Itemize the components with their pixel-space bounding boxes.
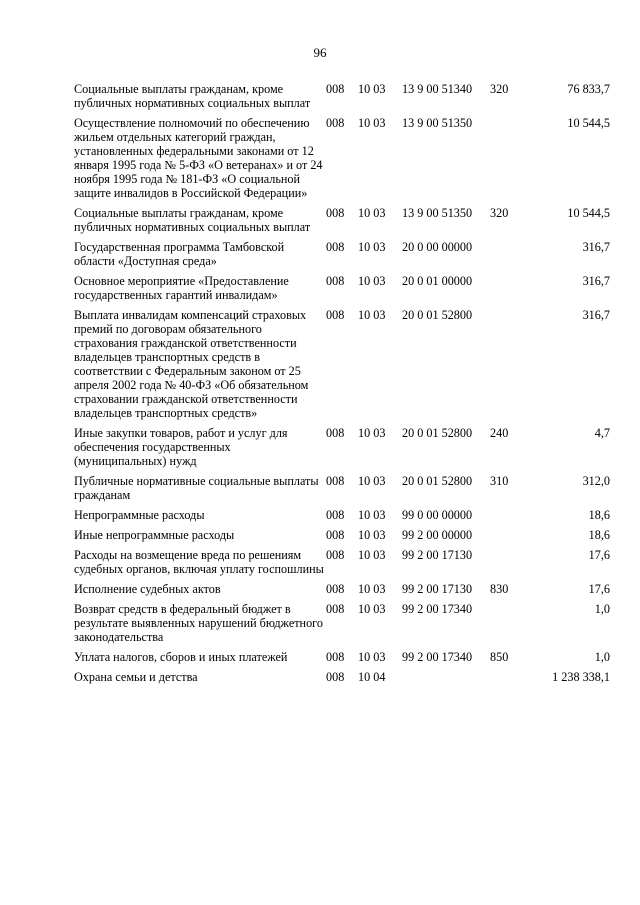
expense-type-code: 320 xyxy=(490,82,509,96)
expense-type-code xyxy=(490,602,528,650)
table-row xyxy=(74,308,610,426)
expense-name: Иные непрограммные расходы xyxy=(74,528,235,542)
amount: 1,0 xyxy=(594,602,610,616)
section-code: 10 03 xyxy=(358,548,386,562)
expense-type-code xyxy=(490,308,528,426)
amount: 18,6 xyxy=(588,528,610,542)
expense-name: Расходы на возмещение вреда по решениям судебных органов, включая уплату госпошлины xyxy=(74,548,324,576)
expense-type-code: 850 xyxy=(490,650,509,664)
expense-name: Выплата инвалидам компенсаций страховых премий по договорам обязательного страхования гражданской ответственности владельцев транспортных средств в соответствии с Федеральным законом от 25 апреля 2002 года № 40-ФЗ «Об обязательном страховании гражданской ответственности владельцев транспортных средств» xyxy=(74,308,309,420)
section-code: 10 03 xyxy=(358,650,386,664)
amount: 10 544,5 xyxy=(567,206,610,220)
department-code: 008 xyxy=(326,308,345,322)
amount: 312,0 xyxy=(582,474,610,488)
section-code: 10 03 xyxy=(358,474,386,488)
expense-name: Публичные нормативные социальные выплаты гражданам xyxy=(74,474,319,502)
amount: 316,7 xyxy=(582,240,610,254)
expense-type-code xyxy=(490,508,528,528)
department-code: 008 xyxy=(326,240,345,254)
section-code: 10 03 xyxy=(358,602,386,616)
expense-type-code xyxy=(490,240,528,274)
section-code: 10 03 xyxy=(358,426,386,440)
target-article-code: 13 9 00 51340 xyxy=(402,82,473,96)
amount: 316,7 xyxy=(582,274,610,288)
target-article-code: 99 2 00 17130 xyxy=(402,582,473,596)
expense-type-code xyxy=(490,670,528,690)
section-code: 10 03 xyxy=(358,528,386,542)
department-code: 008 xyxy=(326,82,345,96)
table-row xyxy=(74,116,610,206)
department-code: 008 xyxy=(326,508,345,522)
target-article-code: 13 9 00 51350 xyxy=(402,116,473,130)
target-article-code: 99 2 00 17130 xyxy=(402,548,473,562)
expense-name: Иные закупки товаров, работ и услуг для обеспечения государственных (муниципальных) нужд xyxy=(74,426,288,468)
expense-name: Социальные выплаты гражданам, кроме публичных нормативных социальных выплат xyxy=(74,206,311,234)
target-article-code: 20 0 01 00000 xyxy=(402,274,473,288)
expense-name: Основное мероприятие «Предоставление государственных гарантий инвалидам» xyxy=(74,274,289,302)
department-code: 008 xyxy=(326,116,345,130)
amount: 76 833,7 xyxy=(567,82,610,96)
amount: 1 238 338,1 xyxy=(552,670,610,684)
department-code: 008 xyxy=(326,548,345,562)
expense-type-code: 320 xyxy=(490,206,509,220)
table-row xyxy=(74,426,610,474)
expense-name: Возврат средств в федеральный бюджет в результате выявленных нарушений бюджетного законодательства xyxy=(74,602,323,644)
section-code: 10 03 xyxy=(358,508,386,522)
expense-type-code: 240 xyxy=(490,426,509,440)
expense-type-code: 310 xyxy=(490,474,509,488)
section-code: 10 03 xyxy=(358,582,386,596)
expense-type-code xyxy=(490,274,528,308)
table-row xyxy=(74,650,610,670)
table-row xyxy=(74,548,610,582)
department-code: 008 xyxy=(326,602,345,616)
department-code: 008 xyxy=(326,206,345,220)
expense-name: Осуществление полномочий по обеспечению жильем отдельных категорий граждан, установленных федеральными законами от 12 января 1995 года № 5-ФЗ «О ветеранах» и от 24 ноября 1995 года № 181-ФЗ «О социальной защите инвалидов в Российской Федерации» xyxy=(74,116,323,200)
table-row xyxy=(74,206,610,240)
section-code: 10 03 xyxy=(358,206,386,220)
section-code: 10 04 xyxy=(358,670,386,684)
section-code: 10 03 xyxy=(358,82,386,96)
expense-name: Уплата налогов, сборов и иных платежей xyxy=(74,650,288,664)
target-article-code: 13 9 00 51350 xyxy=(402,206,473,220)
department-code: 008 xyxy=(326,528,345,542)
budget-table-body xyxy=(74,82,610,690)
target-article-code xyxy=(402,670,490,690)
target-article-code: 99 0 00 00000 xyxy=(402,508,473,522)
section-code: 10 03 xyxy=(358,274,386,288)
page-number: 96 xyxy=(313,45,327,60)
target-article-code: 99 2 00 17340 xyxy=(402,650,473,664)
table-row xyxy=(74,508,610,528)
table-row xyxy=(74,274,610,308)
section-code: 10 03 xyxy=(358,240,386,254)
amount: 1,0 xyxy=(594,650,610,664)
department-code: 008 xyxy=(326,474,345,488)
expense-name: Охрана семьи и детства xyxy=(74,670,198,684)
table-row xyxy=(74,582,610,602)
expense-type-code: 830 xyxy=(490,582,509,596)
amount: 316,7 xyxy=(582,308,610,322)
expense-name: Непрограммные расходы xyxy=(74,508,205,522)
amount: 17,6 xyxy=(588,548,610,562)
department-code: 008 xyxy=(326,650,345,664)
target-article-code: 20 0 01 52800 xyxy=(402,308,473,322)
expense-type-code xyxy=(490,116,528,206)
section-code: 10 03 xyxy=(358,116,386,130)
table-row xyxy=(74,670,610,690)
expense-name: Государственная программа Тамбовской области «Доступная среда» xyxy=(74,240,285,268)
table-row xyxy=(74,474,610,508)
department-code: 008 xyxy=(326,670,345,684)
target-article-code: 20 0 01 52800 xyxy=(402,426,473,440)
expense-name: Исполнение судебных актов xyxy=(74,582,221,596)
target-article-code: 99 2 00 00000 xyxy=(402,528,473,542)
expense-name: Социальные выплаты гражданам, кроме публичных нормативных социальных выплат xyxy=(74,82,311,110)
expense-type-code xyxy=(490,548,528,582)
amount: 17,6 xyxy=(588,582,610,596)
table-row xyxy=(74,602,610,650)
table-row xyxy=(74,240,610,274)
target-article-code: 20 0 00 00000 xyxy=(402,240,473,254)
department-code: 008 xyxy=(326,274,345,288)
target-article-code: 20 0 01 52800 xyxy=(402,474,473,488)
department-code: 008 xyxy=(326,582,345,596)
section-code: 10 03 xyxy=(358,308,386,322)
table-row xyxy=(74,528,610,548)
amount: 10 544,5 xyxy=(567,116,610,130)
amount: 4,7 xyxy=(594,426,610,440)
table-row xyxy=(74,82,610,116)
expense-type-code xyxy=(490,528,528,548)
budget-table xyxy=(74,82,610,690)
target-article-code: 99 2 00 17340 xyxy=(402,602,473,616)
department-code: 008 xyxy=(326,426,345,440)
amount: 18,6 xyxy=(588,508,610,522)
